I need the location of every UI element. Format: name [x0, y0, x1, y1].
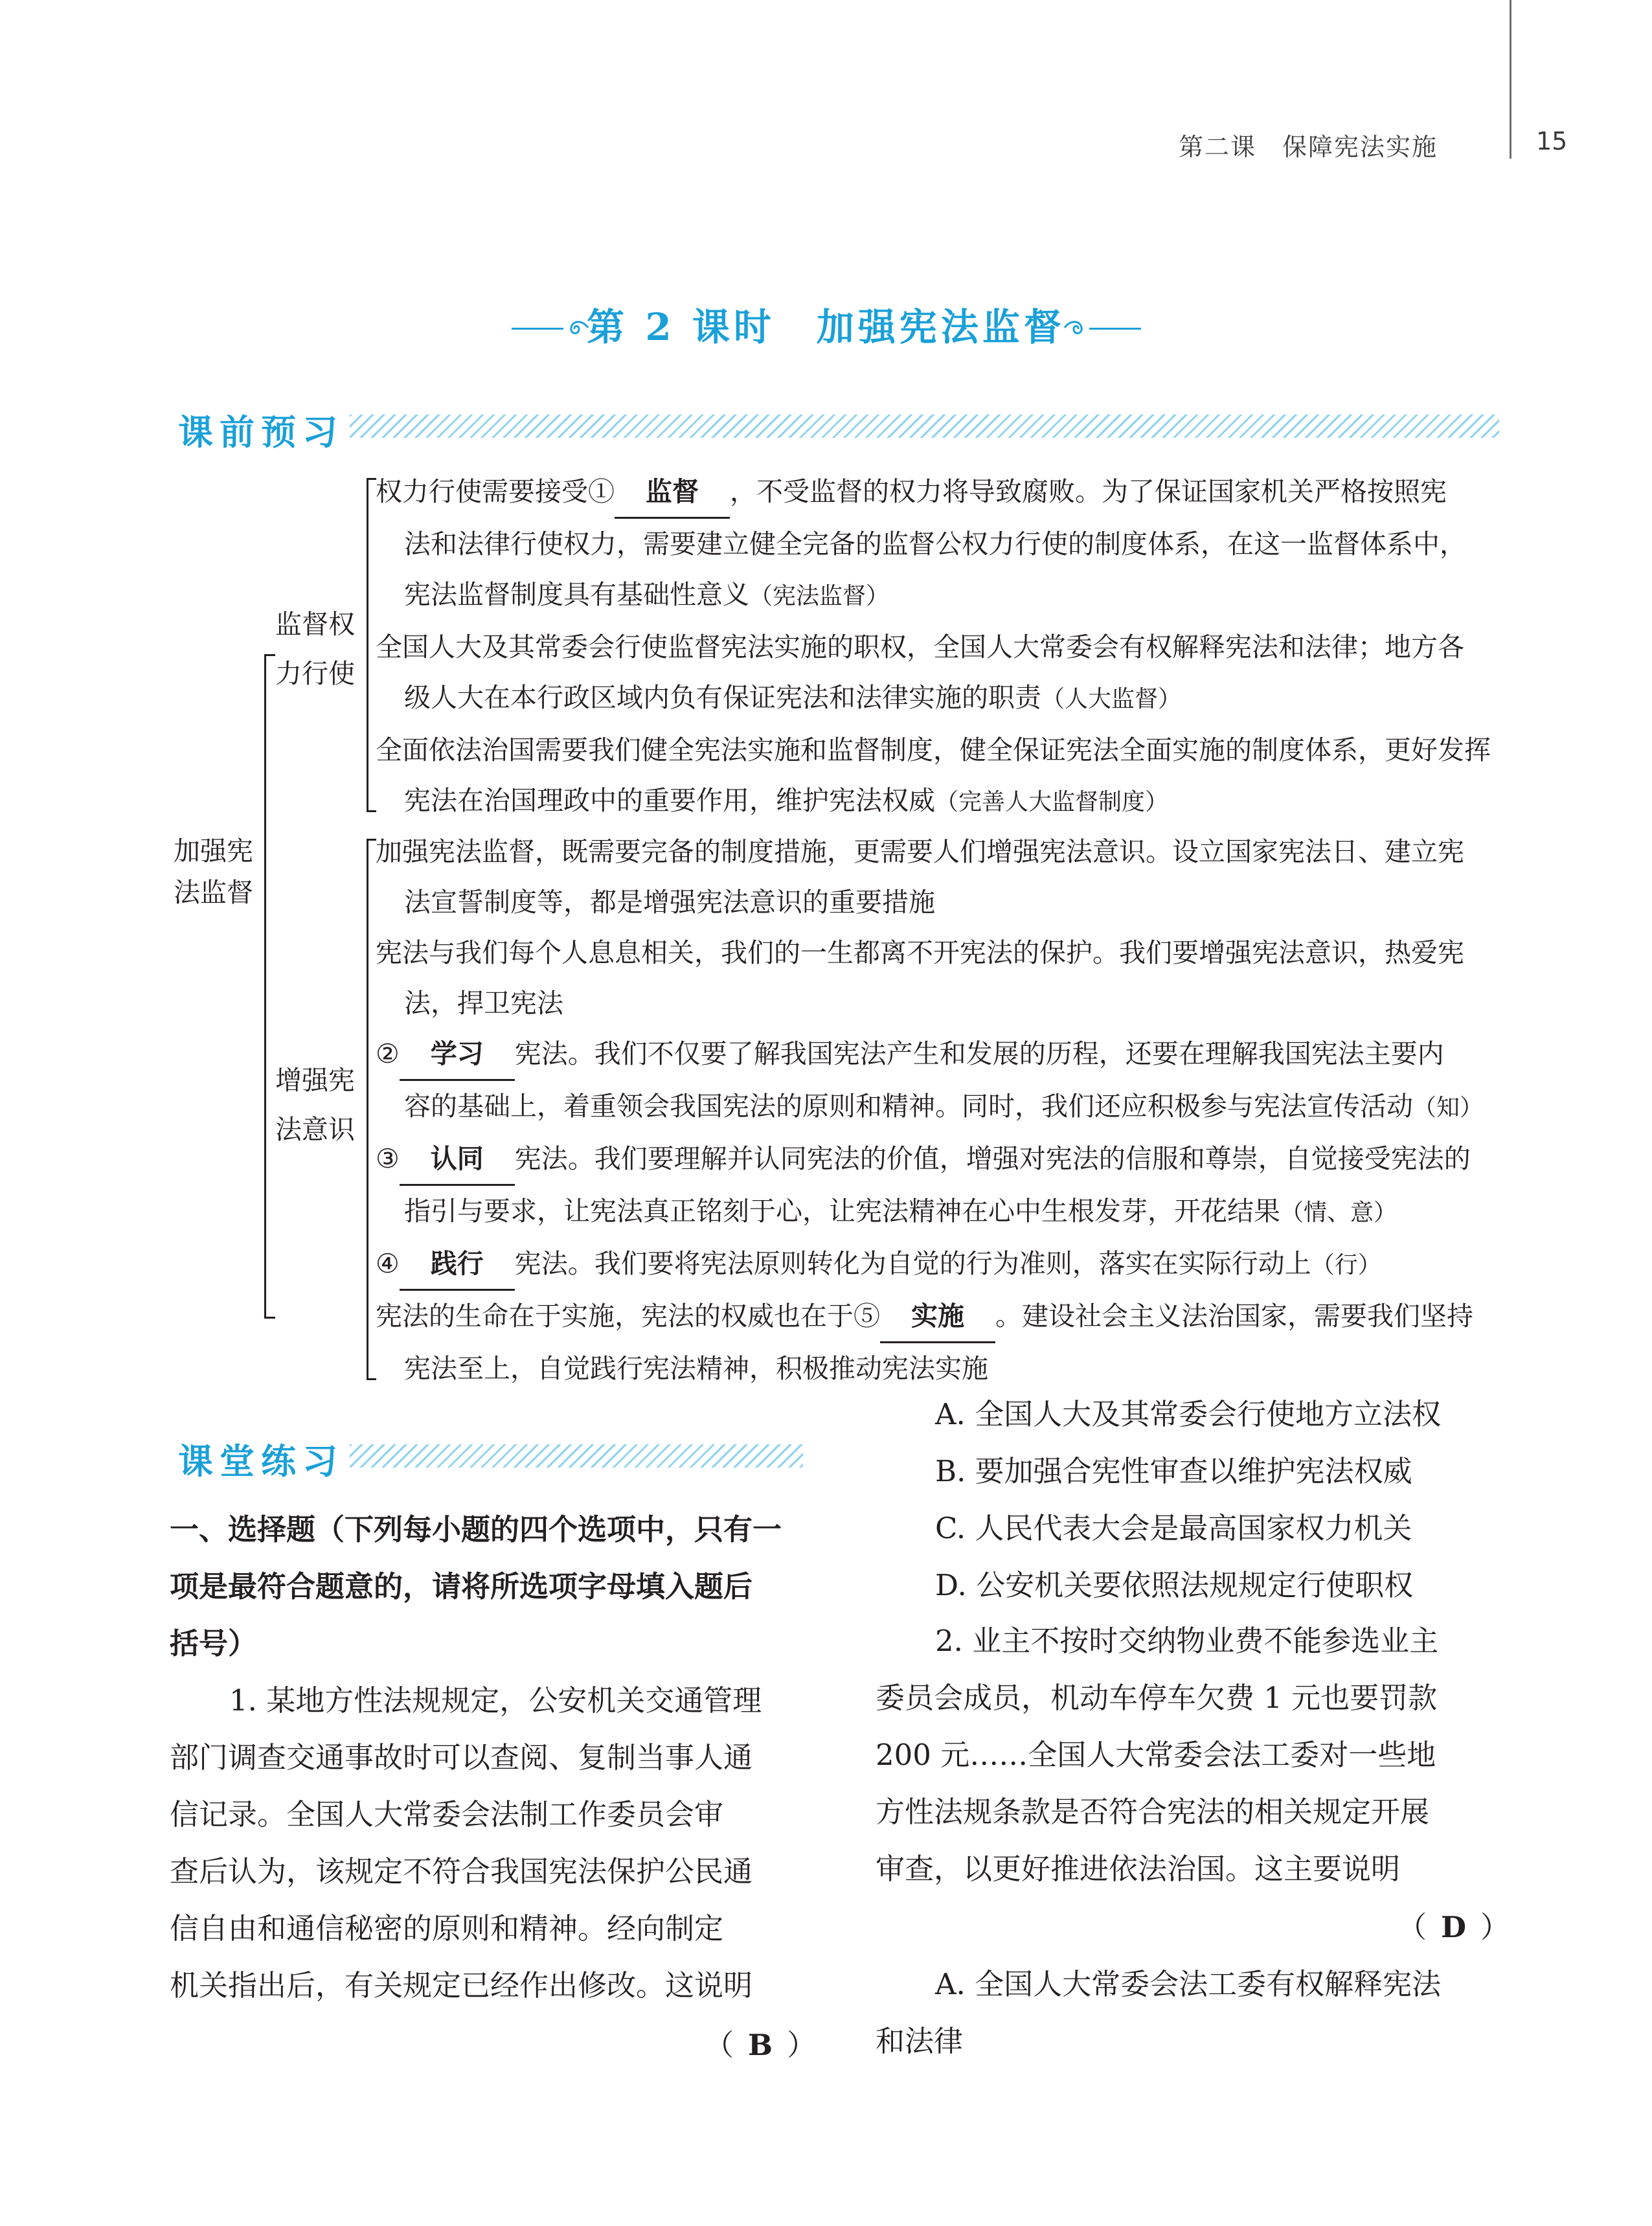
branch2-line: 法宣誓制度等，都是增强宪法意识的重要措施	[404, 887, 935, 918]
branch-label-supervision: 监督权 力行使	[275, 609, 355, 689]
option-item: 和法律	[876, 2024, 964, 2058]
question-1-options	[876, 1386, 1523, 1614]
branch-label-awareness: 增强宪 法意识	[275, 1065, 355, 1145]
section-heading-preview: 课前预习	[178, 411, 344, 453]
branch1-line: 全国人大及其常委会行使监督宪法实施的职权，全国人大常委会有权解释宪法和法律；地方各	[376, 631, 1464, 663]
title-rule-right	[1089, 328, 1141, 330]
question-2-stem: 2. 业主不按时交纳物业费不能参选业主 委员会成员，机动车停车欠费 1 元也要罚款 200 元……全国人大常委会法工委对一些地 方性法规条款是否符合宪法的相关规定开展 审查，以更好推进依法治国。这主要说明	[876, 1624, 1439, 1886]
branch1-line: 级人大在本行政区域内负有保证宪法和法律实施的职责（人大监督）	[404, 682, 1182, 713]
question-1-answer: （ B ）	[705, 2028, 817, 2062]
fill-blank-5: 实施	[880, 1291, 995, 1343]
heading-hatch-bar	[350, 415, 1499, 438]
scroll-ornament-right-icon	[1062, 315, 1088, 341]
branch2-line: 宪法至上，自觉践行宪法精神，积极推动宪法实施	[404, 1353, 988, 1384]
question-2-answer: （ D ）	[1397, 1910, 1510, 1944]
branch2-line: 宪法的生命在于实施，宪法的权威也在于⑤ 实施 。建设社会主义法治国家，需要我们坚持	[376, 1291, 1483, 1343]
option-item: A. 全国人大常委会法工委有权解释宪法	[935, 1967, 1442, 2001]
branch1-line: 法和法律行使权力，需要建立健全完备的监督公权力行使的制度体系，在这一监督体系中，	[404, 528, 1466, 560]
branch2-brace	[367, 839, 376, 1380]
choice-section-title: 一、选择题（下列每小题的四个选项中，只有一 项是最符合题意的，请将所选项字母填入题后 括号）	[170, 1512, 782, 1661]
branch2-line: 指引与要求，让宪法真正铭刻于心，让宪法精神在心中生根发芽，开花结果（情、意）	[404, 1196, 1397, 1227]
heading-hatch-bar	[350, 1444, 803, 1468]
branch2-line: ③ 认同 宪法。我们要理解并认同宪法的价值，增强对宪法的信服和尊崇，自觉接受宪法的	[376, 1133, 1483, 1186]
branch1-line: 宪法监督制度具有基础性意义（宪法监督）	[404, 579, 890, 610]
header-divider	[1510, 0, 1511, 159]
branch2-line: 容的基础上，着重领会我国宪法的原则和精神。同时，我们还应积极参与宪法宣传活动（知）	[404, 1091, 1484, 1122]
branch1-line: 宪法在治国理政中的重要作用，维护宪法权威（完善人大监督制度）	[404, 785, 1169, 816]
branch2-content	[376, 826, 1483, 1394]
lesson-title: 第 2 课时 加强宪法监督	[587, 305, 1065, 349]
branch2-line: 加强宪法监督，既需要完备的制度措施，更需要人们增强宪法意识。设立国家宪法日、建立宪	[376, 836, 1464, 867]
page-number: 15	[1536, 127, 1568, 155]
branch1-content	[376, 466, 1491, 828]
fill-blank-4: 践行	[400, 1238, 515, 1291]
fill-blank-3: 认同	[400, 1133, 515, 1186]
branch1-brace	[367, 478, 376, 812]
question-2-options	[876, 1956, 1523, 2070]
branch2-line: ② 学习 宪法。我们不仅要了解我国宪法产生和发展的历程，还要在理解我国宪法主要内	[376, 1028, 1483, 1081]
option-item: A. 全国人大及其常委会行使地方立法权	[935, 1397, 1442, 1431]
fill-blank-1: 监督	[615, 466, 730, 519]
question-1-stem: 1. 某地方性法规规定，公安机关交通管理 部门调查交通事故时可以查阅、复制当事人通 信记录。全国人大常委会法制工作委员会审 查后认为，该规定不符合我国宪法保护公民通 信自由和通信秘密的原则和精神。经向制定 机关指出后，有关规定已经作出修改。这说明	[170, 1683, 762, 2003]
option-item: D. 公安机关要依照法规规定行使职权	[935, 1568, 1414, 1602]
option-item: C. 人民代表大会是最高国家权力机关	[935, 1511, 1412, 1545]
mindmap-root: 加强宪 法监督	[174, 835, 253, 908]
root-brace	[264, 654, 275, 1319]
section-heading-practice: 课堂练习	[178, 1440, 344, 1482]
branch1-line: 全面依法治国需要我们健全宪法实施和监督制度，健全保证宪法全面实施的制度体系，更好发挥	[376, 734, 1491, 766]
fill-blank-2: 学习	[400, 1028, 515, 1081]
branch2-line: 宪法与我们每个人息息相关，我们的一生都离不开宪法的保护。我们要增强宪法意识，热爱宪	[376, 937, 1464, 968]
branch2-line: 法，捍卫宪法	[404, 988, 563, 1019]
option-item: B. 要加强合宪性审查以维护宪法权威	[935, 1454, 1412, 1488]
branch2-line: ④ 践行 宪法。我们要将宪法原则转化为自觉的行为准则，落实在实际行动上（行）	[376, 1238, 1483, 1291]
running-header-chapter: 第二课 保障宪法实施	[1179, 133, 1438, 161]
branch1-line: 权力行使需要接受① 监督 ，不受监督的权力将导致腐败。为了保证国家机关严格按照宪	[376, 466, 1491, 519]
